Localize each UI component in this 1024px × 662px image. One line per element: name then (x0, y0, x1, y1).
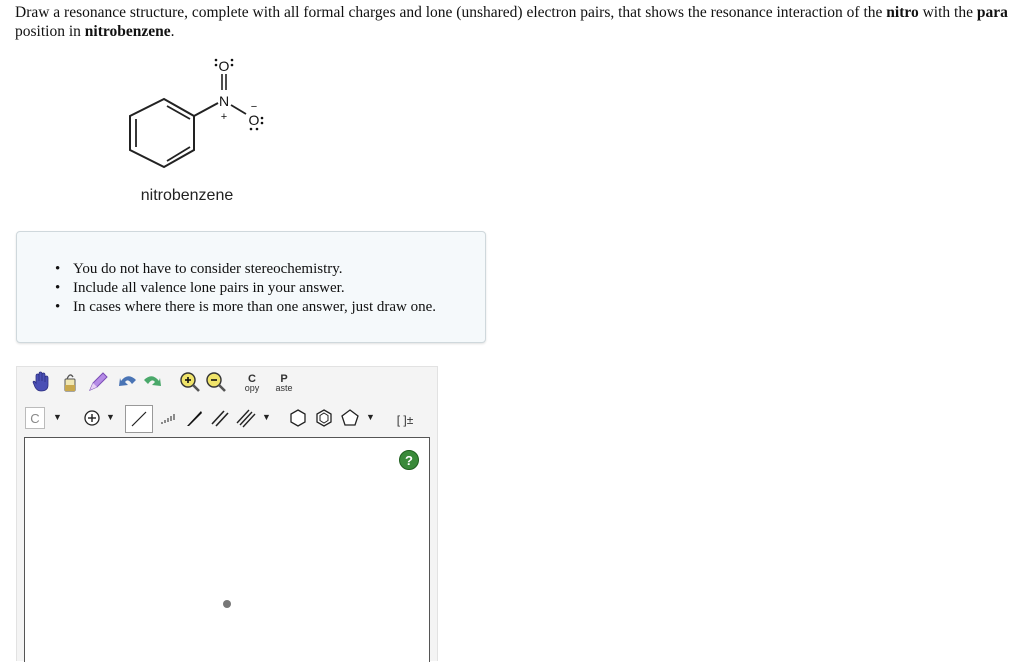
zoom-out-icon[interactable] (203, 369, 229, 395)
c-n-bond (194, 103, 218, 116)
paste-label-top: P (280, 373, 288, 385)
ring-dropdown-icon[interactable]: ▼ (366, 412, 375, 422)
instructions-panel (16, 231, 486, 343)
cyclopentane-ring-tool[interactable] (337, 405, 363, 431)
structure-editor (16, 366, 438, 661)
triple-bond-tool[interactable] (233, 405, 259, 431)
atom-o-right: O (248, 112, 260, 128)
instruction-item: • Include all valence lone pairs in your answer. (55, 279, 436, 298)
question-part: position in (15, 23, 85, 40)
bracket-label: [ ]± (396, 412, 414, 427)
atom-o-top: O (218, 58, 230, 74)
undo-icon[interactable] (115, 369, 141, 395)
eraser-icon[interactable] (57, 369, 83, 395)
instructions-list (55, 260, 436, 317)
element-selector[interactable]: C (25, 407, 45, 429)
question-part: Draw a resonance structure, complete with all formal charges and lone (unshared) electron pairs, that shows the resonance interaction of the (15, 4, 887, 21)
help-button[interactable]: ? (399, 450, 419, 470)
drawing-canvas[interactable] (24, 437, 430, 662)
bond-dropdown-icon[interactable]: ▼ (262, 412, 271, 422)
charge-dropdown-icon[interactable]: ▼ (106, 412, 115, 422)
charge-minus: − (250, 101, 258, 113)
instruction-item: • In cases where there is more than one answer, just draw one. (55, 298, 436, 317)
toolbar-row-2 (17, 403, 437, 433)
lone-pair-dot (215, 59, 218, 62)
lone-pair-dot (261, 122, 264, 125)
copy-button[interactable] (239, 371, 265, 397)
lone-pair-dot (231, 59, 234, 62)
benzene-ring-tool[interactable] (311, 405, 337, 431)
benzene-ring (130, 99, 194, 167)
nitrobenzene-drawing (110, 50, 290, 180)
nitrobenzene-structure (110, 50, 290, 180)
redo-icon[interactable] (139, 369, 165, 395)
question-bold-nitrobenzene: nitrobenzene (84, 23, 171, 40)
question-bold-para: para (976, 4, 1008, 21)
wedge-bond-tool[interactable] (181, 405, 207, 431)
copy-label-top: C (248, 373, 256, 385)
lone-pair-dot (215, 64, 218, 67)
element-dropdown-icon[interactable]: ▼ (53, 412, 62, 422)
paste-button[interactable] (271, 371, 297, 397)
lone-pair-dot (231, 64, 234, 67)
instruction-item: • You do not have to consider stereochemistry. (55, 260, 436, 279)
hashed-bond-tool[interactable] (155, 405, 181, 431)
canvas-cursor-dot (223, 600, 231, 608)
hand-tool-icon[interactable] (29, 369, 55, 395)
copy-label-bottom: opy (244, 383, 260, 393)
lone-pair-dot (250, 128, 253, 131)
zoom-in-icon[interactable] (177, 369, 203, 395)
double-bond-tool[interactable] (207, 405, 233, 431)
toolbar-row-1 (17, 367, 437, 397)
bracket-tool[interactable] (389, 407, 421, 433)
molecule-caption: nitrobenzene (140, 187, 234, 204)
atom-n: N (218, 93, 230, 109)
n-o-single-bond (231, 105, 246, 114)
question-bold-nitro: nitro (886, 4, 919, 21)
charge-plus: + (220, 111, 228, 123)
question-part: . (170, 23, 175, 40)
paste-label-bottom: aste (275, 383, 293, 393)
lone-pair-dot (261, 117, 264, 120)
question-part: with the (918, 4, 977, 21)
lone-pair-dot (256, 128, 259, 131)
single-bond-tool[interactable] (125, 405, 153, 433)
question-text (15, 3, 1015, 41)
pencil-icon[interactable] (85, 369, 111, 395)
charge-plus-icon[interactable] (79, 405, 105, 431)
cyclohexane-ring-tool[interactable] (285, 405, 311, 431)
